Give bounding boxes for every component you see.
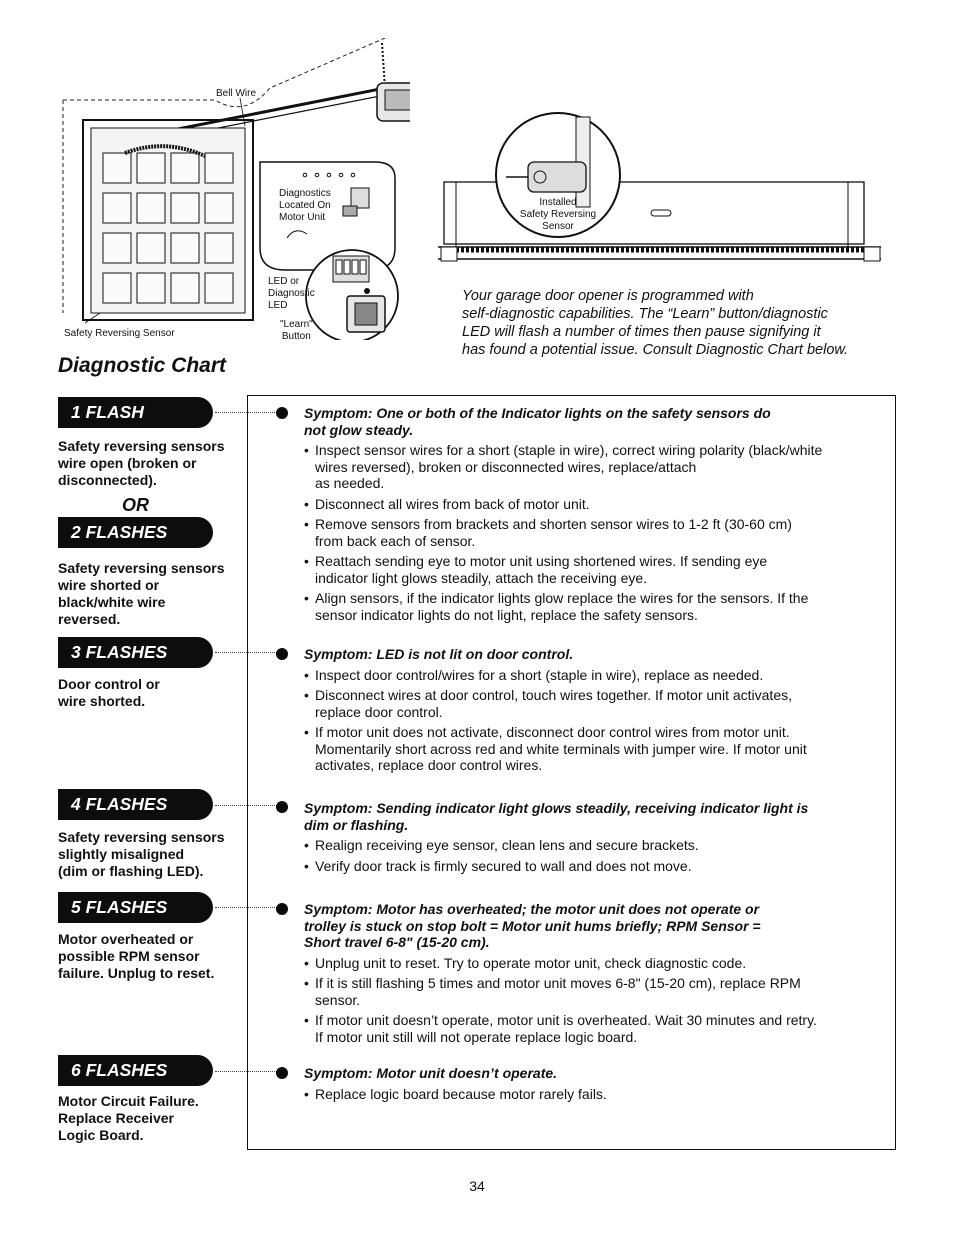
remedy-item: • Verify door track is firmly secured to wall and does not move.	[304, 858, 888, 875]
symptom-title: Symptom: Motor unit doesn’t operate.	[304, 1065, 558, 1081]
symptom-title: Symptom: Motor has overheated; the motor unit does not operate or trolley is stuck on stop bolt = Motor unit hums briefly; RPM Sensor = Short travel 6-8" (15-20 cm).	[304, 901, 761, 950]
flash-code-3-description: Door control or wire shorted.	[58, 676, 160, 709]
remedy-item: • Disconnect all wires from back of motor unit.	[304, 496, 888, 513]
installed-sensor-illustration	[436, 112, 891, 272]
flash-code-1-description: Safety reversing sensors wire open (broken or disconnected).	[58, 438, 225, 488]
symptom-bullet-dot	[276, 903, 288, 915]
flash-code-4: 4 FLASHES	[58, 789, 213, 820]
symptom-block-3	[304, 800, 888, 878]
flash-code-4-description: Safety reversing sensors slightly misaligned (dim or flashing LED).	[58, 829, 225, 879]
flash-code-6-description: Motor Circuit Failure. Replace Receiver Logic Board.	[58, 1093, 199, 1143]
flash-code-5-description: Motor overheated or possible RPM sensor failure. Unplug to reset.	[58, 931, 215, 981]
remedy-item: • Remove sensors from brackets and shorten sensor wires to 1-2 ft (30-60 cm) from back each of sensor.	[304, 516, 888, 549]
symptom-bullet-dot	[276, 801, 288, 813]
remedy-item: • If motor unit doesn’t operate, motor unit is overheated. Wait 30 minutes and retry. If motor unit still will not operate replace logic board.	[304, 1012, 888, 1045]
remedy-item: • If it is still flashing 5 times and motor unit moves 6-8" (15-20 cm), replace RPM sensor.	[304, 975, 888, 1008]
symptom-title: Symptom: Sending indicator light glows steadily, receiving indicator light is dim or flashing.	[304, 800, 809, 833]
garage-opener-illustration	[55, 38, 410, 340]
installed-sensor-label: Installed Safety Reversing Sensor	[519, 197, 597, 232]
symptom-title: Symptom: One or both of the Indicator lights on the safety sensors do not glow steady.	[304, 405, 771, 438]
chart-title: Diagnostic Chart	[58, 354, 227, 377]
symptom-bullet-dot	[276, 1067, 288, 1079]
remedy-item: • Reattach sending eye to motor unit using shortened wires. If sending eye indicator light glows steadily, attach the receiving eye.	[304, 553, 888, 586]
remedy-item: • Inspect sensor wires for a short (staple in wire), correct wiring polarity (black/white wires reversed), broken or disconnected wires, replace/attach as needed.	[304, 442, 888, 492]
symptom-title: Symptom: LED is not lit on door control.	[304, 646, 574, 662]
remedy-item: • Inspect door control/wires for a short (staple in wire), replace as needed.	[304, 667, 888, 684]
bell-wire-label: Bell Wire	[216, 88, 257, 99]
flash-code-2: 2 FLASHES	[58, 517, 213, 548]
safety-sensor-label: Safety Reversing Sensor	[64, 328, 175, 339]
symptom-block-1	[304, 405, 888, 627]
flash-code-2-description: Safety reversing sensors wire shorted or black/white wire reversed.	[58, 560, 225, 627]
symptom-bullet-dot	[276, 407, 288, 419]
or-separator: OR	[122, 495, 149, 515]
remedy-item: • Disconnect wires at door control, touch wires together. If motor unit activates, replace door control.	[304, 687, 888, 720]
remedy-item: • If motor unit does not activate, disconnect door control wires from motor unit. Momentarily short across red and white terminals with jumper wire. If motor unit activates, replace door control wires.	[304, 724, 888, 774]
remedy-item: • Realign receiving eye sensor, clean lens and secure brackets.	[304, 837, 888, 854]
leader-line	[215, 652, 281, 653]
intro-paragraph: Your garage door opener is programmed with self-diagnostic capabilities. The “Learn” button/diagnostic LED will flash a number of times then pause signifying it has found a potential issue. Consult Diagnostic Chart below.	[462, 288, 849, 358]
leader-line	[215, 805, 281, 806]
page-number: 34	[469, 1178, 485, 1194]
remedy-item: • Align sensors, if the indicator lights glow replace the wires for the sensors. If the sensor indicator lights do not light, replace the safety sensors.	[304, 590, 888, 623]
diagnostics-location-label: Diagnostics Located On Motor Unit	[279, 188, 331, 223]
flash-code-5: 5 FLASHES	[58, 892, 213, 923]
leader-line	[215, 907, 281, 908]
flash-code-3: 3 FLASHES	[58, 637, 213, 668]
flash-code-6: 6 FLASHES	[58, 1055, 213, 1086]
learn-button-label: "Learn" Button	[280, 319, 313, 342]
flash-code-1: 1 FLASH	[58, 397, 213, 428]
remedy-item: • Unplug unit to reset. Try to operate motor unit, check diagnostic code.	[304, 955, 888, 972]
remedy-item: • Replace logic board because motor rarely fails.	[304, 1086, 888, 1103]
symptom-bullet-dot	[276, 648, 288, 660]
symptom-block-5	[304, 1065, 888, 1106]
symptom-block-2	[304, 646, 888, 778]
diagnostic-led-label: LED or Diagnostic LED	[268, 276, 315, 311]
symptom-block-4	[304, 901, 888, 1049]
leader-line	[215, 1071, 281, 1072]
leader-line	[215, 412, 281, 413]
